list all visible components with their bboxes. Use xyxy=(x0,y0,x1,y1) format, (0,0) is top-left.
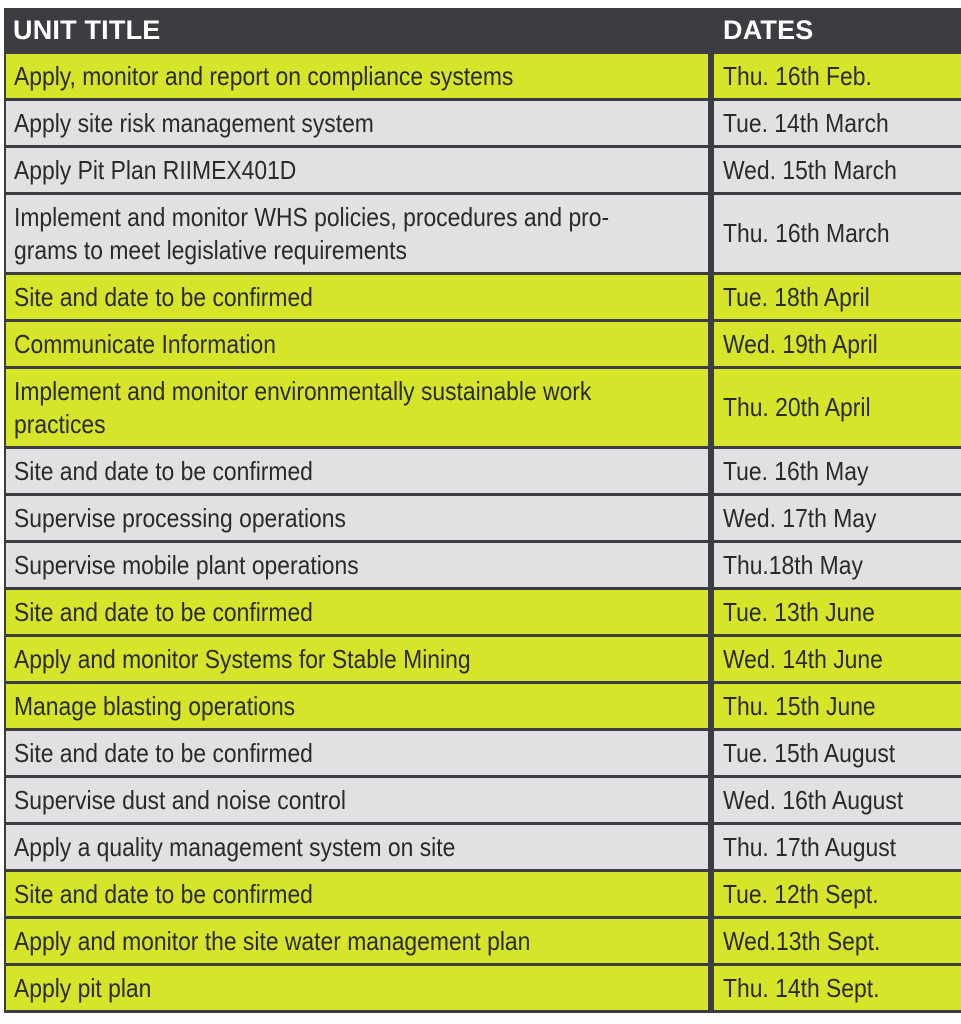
date-cell xyxy=(708,543,961,590)
unit-title-text: Supervise mobile plant operations xyxy=(14,549,359,580)
unit-title-cell xyxy=(4,966,708,1013)
unit-title-cell xyxy=(4,322,708,369)
unit-title-cell xyxy=(4,872,708,919)
table-row xyxy=(4,778,961,825)
unit-title-text xyxy=(14,375,683,441)
date-text: Thu. 15th June xyxy=(723,690,876,721)
table-row xyxy=(4,543,961,590)
date-cell xyxy=(708,496,961,543)
table-row xyxy=(4,731,961,778)
date-cell xyxy=(708,637,961,684)
date-text: Wed. 17th May xyxy=(723,502,877,533)
date-cell xyxy=(708,684,961,731)
date-cell xyxy=(708,778,961,825)
unit-title-text: Site and date to be confirmed xyxy=(14,281,313,312)
unit-title-line: practices xyxy=(14,408,106,439)
unit-title-cell xyxy=(4,148,708,195)
table-row xyxy=(4,966,961,1013)
unit-title-text: Apply, monitor and report on compliance systems xyxy=(14,60,514,91)
table-row xyxy=(4,322,961,369)
unit-title-text: Site and date to be confirmed xyxy=(14,737,313,768)
unit-title-text: Site and date to be confirmed xyxy=(14,878,313,909)
unit-title-cell xyxy=(4,543,708,590)
date-text: Tue. 18th April xyxy=(723,281,870,312)
unit-title-cell xyxy=(4,825,708,872)
date-text: Thu. 20th April xyxy=(723,392,871,422)
table-row xyxy=(4,195,961,275)
date-text: Wed.13th Sept. xyxy=(723,925,881,956)
table-row xyxy=(4,590,961,637)
unit-title-line: Implement and monitor environmentally sustainable work xyxy=(14,375,592,406)
date-text: Thu. 16th Feb. xyxy=(723,60,872,91)
date-text: Tue. 14th March xyxy=(723,107,889,138)
date-text: Thu. 17th August xyxy=(723,831,897,862)
unit-title-text: Apply and monitor Systems for Stable Mining xyxy=(14,643,471,674)
date-cell xyxy=(708,731,961,778)
date-cell xyxy=(708,966,961,1013)
date-text: Thu. 14th Sept. xyxy=(723,972,880,1003)
unit-title-cell xyxy=(4,778,708,825)
unit-title-text: Apply Pit Plan RIIMEX401D xyxy=(14,154,297,185)
table-row xyxy=(4,825,961,872)
unit-title-cell xyxy=(4,101,708,148)
date-cell xyxy=(708,101,961,148)
date-text: Tue. 13th June xyxy=(723,596,875,627)
date-text: Wed. 15th March xyxy=(723,154,897,185)
unit-title-text: Communicate Information xyxy=(14,328,276,359)
header-dates: DATES xyxy=(708,8,961,54)
date-text: Wed. 19th April xyxy=(723,328,878,359)
schedule-table xyxy=(4,8,961,1013)
unit-title-cell xyxy=(4,449,708,496)
table-row xyxy=(4,54,961,101)
table-row xyxy=(4,684,961,731)
unit-title-text: Apply site risk management system xyxy=(14,107,374,138)
unit-title-cell xyxy=(4,731,708,778)
date-cell xyxy=(708,872,961,919)
table-row xyxy=(4,919,961,966)
date-cell xyxy=(708,919,961,966)
unit-title-cell xyxy=(4,919,708,966)
unit-title-line: grams to meet legislative requirements xyxy=(14,234,407,265)
unit-title-cell xyxy=(4,590,708,637)
unit-title-cell xyxy=(4,369,708,449)
unit-title-cell xyxy=(4,195,708,275)
unit-title-text: Apply and monitor the site water management plan xyxy=(14,925,531,956)
table-row xyxy=(4,872,961,919)
date-text: Tue. 15th August xyxy=(723,737,896,768)
date-cell xyxy=(708,148,961,195)
unit-title-text: Site and date to be confirmed xyxy=(14,596,313,627)
table-row xyxy=(4,148,961,195)
unit-title-line: Implement and monitor WHS policies, procedures and pro- xyxy=(14,201,610,232)
date-text: Tue. 16th May xyxy=(723,455,869,486)
date-text: Wed. 16th August xyxy=(723,784,904,815)
table-row xyxy=(4,101,961,148)
header-row xyxy=(4,8,961,54)
date-text: Thu. 16th March xyxy=(723,218,890,248)
unit-title-text: Site and date to be confirmed xyxy=(14,455,313,486)
unit-title-cell xyxy=(4,54,708,101)
date-text: Thu.18th May xyxy=(723,549,863,580)
date-cell xyxy=(708,449,961,496)
date-cell xyxy=(708,195,961,275)
date-cell xyxy=(708,369,961,449)
date-cell xyxy=(708,825,961,872)
unit-title-cell xyxy=(4,275,708,322)
table-row xyxy=(4,449,961,496)
table-row xyxy=(4,369,961,449)
unit-title-text: Apply a quality management system on site xyxy=(14,831,456,862)
unit-title-text xyxy=(14,201,683,267)
unit-title-text: Supervise dust and noise control xyxy=(14,784,346,815)
date-text: Wed. 14th June xyxy=(723,643,883,674)
date-cell xyxy=(708,275,961,322)
header-unit-title: UNIT TITLE xyxy=(4,8,708,54)
unit-title-text: Manage blasting operations xyxy=(14,690,296,721)
date-cell xyxy=(708,54,961,101)
date-cell xyxy=(708,590,961,637)
date-cell xyxy=(708,322,961,369)
unit-title-text: Supervise processing operations xyxy=(14,502,346,533)
unit-title-text: Apply pit plan xyxy=(14,972,152,1003)
table-row xyxy=(4,496,961,543)
unit-title-cell xyxy=(4,684,708,731)
date-text: Tue. 12th Sept. xyxy=(723,878,879,909)
schedule-rows xyxy=(4,54,961,1013)
unit-title-cell xyxy=(4,496,708,543)
table-row xyxy=(4,275,961,322)
unit-title-cell xyxy=(4,637,708,684)
table-row xyxy=(4,637,961,684)
